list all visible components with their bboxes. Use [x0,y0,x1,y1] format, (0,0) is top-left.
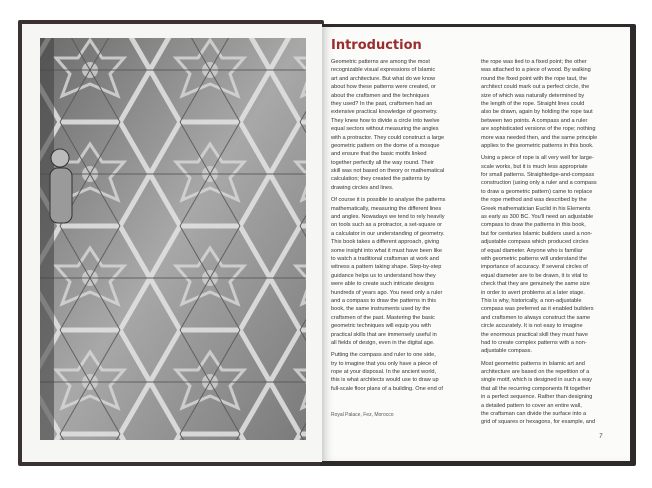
text-line: equal diameter are to be drawn, it is vital to [481,272,588,279]
text-line: grid of squares or hexagons, for example, and [481,419,596,426]
text-column-2 [481,58,625,427]
text-line: construction (using only a ruler and a compass [481,180,597,187]
text-line: applies to the geometric patterns in this book. [481,142,594,149]
text-line: the enormous practical skill they must have [481,331,588,338]
page-number: 7 [599,434,603,440]
text-line: with geometric patterns will understand the [481,255,588,262]
text-line: the rope method and was described by the [481,197,587,204]
text-line: of equal diameter. Anyone who is familiar [481,247,583,254]
text-line: in order to avert problems at a later stage. [481,289,585,296]
text-line: on tools such as a protractor, a set-square or [331,222,443,229]
text-line: the rope was tied to a fixed point; the other [481,59,587,65]
text-line: size of which was naturally determined by [481,92,585,99]
text-line: more was needed then, and the same principle [481,134,598,141]
text-line: and ensure that the basic motifs linked [331,151,427,158]
text-line: about how these patterns were created, or [331,84,436,91]
text-line: Of course it is possible to analyse the patterns [331,197,446,204]
text-line: some insight into what it must have been like [331,247,443,254]
page-title: Introduction [331,38,422,53]
text-line: drawing circles and lines. [331,184,394,191]
text-line: skill was not based on theory or mathematical [331,168,445,175]
text-line: about the craftsmen and the techniques [331,92,430,99]
text-line: This is why, historically, a non-adjustable [481,297,582,304]
text-line: they used? In the past, craftsmen had an [331,100,433,107]
text-line: adjustable compass. [481,348,532,355]
text-line: Putting the compass and ruler to one side, [331,352,436,359]
text-line: art and architecture. But what do we know [331,75,436,82]
text-line: Most geometric patterns in Islamic art and [481,360,585,367]
text-line: between two points. A compass and a ruler [481,117,588,124]
text-line: hundreds of years ago. You need only a ruler [331,289,443,296]
text-line: importance of accuracy. If several circles of [481,264,588,271]
text-line: calculation; they created the patterns by [331,176,430,183]
text-line: check that they are genuinely the same size [481,281,590,288]
text-line: and angles. Nowadays we tend to rely heavily [331,214,445,221]
text-line: this is what architects would use to draw up [331,377,439,384]
text-line: a calculator in our understanding of geometry. [331,230,445,237]
text-line: for small patterns. Straightedge-and-compass [481,172,595,179]
text-line: with a protractor. They could construct a large [331,134,445,141]
text-line: extensive practical knowledge of geometry. [331,109,438,116]
text-line: architect could mark out a perfect circle, the [481,84,590,91]
text-line: together perfectly all the way round. Their [331,159,434,166]
text-line: guidance helps us to understand how they [331,272,436,279]
text-line: that all the recurring components fit together [481,385,591,392]
text-line: Geometric patterns are among the most [331,59,430,65]
text-line: rope at your disposal. In the ancient world, [331,369,437,376]
text-line: were able to create such intricate designs [331,281,434,288]
text-line: as early as 300 BC. You'll need an adjustable [481,214,594,221]
photo-caption: Royal Palace, Fez, Morocco [331,412,394,418]
text-line: scale works, but it is much less appropriate [481,163,588,170]
text-line: circle accurately. It is not easy to imagine [481,323,583,330]
text-line: a detailed pattern to cover an entire wall, [481,402,582,409]
text-line: Using a piece of rope is all very well for large- [481,155,594,162]
text-line: in a perfect sequence. Rather than designing [481,394,593,401]
text-line: Greek mathematician Euclid in his Elements [481,205,591,212]
text-line: the craftsman can divide the surface into a [481,411,587,418]
text-line: was attached to a piece of wood. By walking [481,67,591,74]
text-line: the length of the rope. Straight lines could [481,100,585,107]
text-line: recognizable visual expressions of Islamic [331,67,436,74]
text-line: single motif, which is designed in such a way [481,377,592,384]
text-line: witness a pattern taking shape. Step-by-step [331,264,442,271]
text-line: had to create complex patterns with a non- [481,339,587,346]
text-line: compass was preferred as it enabled builders [481,306,594,313]
text-line: are sophisticated versions of the rope; nothing [481,126,596,133]
text-line: geometric pattern on the dome of a mosque [331,142,440,149]
geometric-door-photo [40,38,306,440]
text-column-1 [331,58,475,393]
text-line: and craftsmen to always construct the same [481,314,591,321]
text-line: practical skills that are immensely useful in [331,331,437,338]
text-line: equal sectors without measuring the angles [331,126,439,133]
text-line: architecture are based on the repetition of a [481,369,590,376]
text-line: adjustable compass which produced circles [481,239,589,246]
text-line: geometric techniques will equip you with [331,323,431,330]
text-line: mathematically, measuring the different lines [331,205,442,212]
text-line: book, the same instruments used by the [331,306,431,313]
text-line: all fields of design, even in the digital age. [331,339,435,346]
text-line: also be drawn, again by holding the rope taut [481,109,593,116]
text-line: This book takes a different approach, giving [331,239,440,246]
text-line: compass to draw the patterns in this book, [481,222,586,229]
text-line: to draw a geometric pattern) came to replace [481,188,593,195]
text-line: and a compass to draw the patterns in this [331,297,437,304]
text-line: try to imagine that you only have a piece of [331,360,438,367]
door-knocker-icon [50,149,72,223]
text-line: but for centuries Islamic builders used a non- [481,230,593,237]
text-line: round the fixed point with the rope taut, the [481,75,588,82]
text-line: craftsmen of the past. Mastering the basic [331,314,435,321]
text-line: full-scale floor plans of a building. One end of [331,385,443,392]
text-line: to watch a traditional craftsman at work and [331,255,439,262]
text-line: They knew how to divide a circle into twelve [331,117,440,124]
